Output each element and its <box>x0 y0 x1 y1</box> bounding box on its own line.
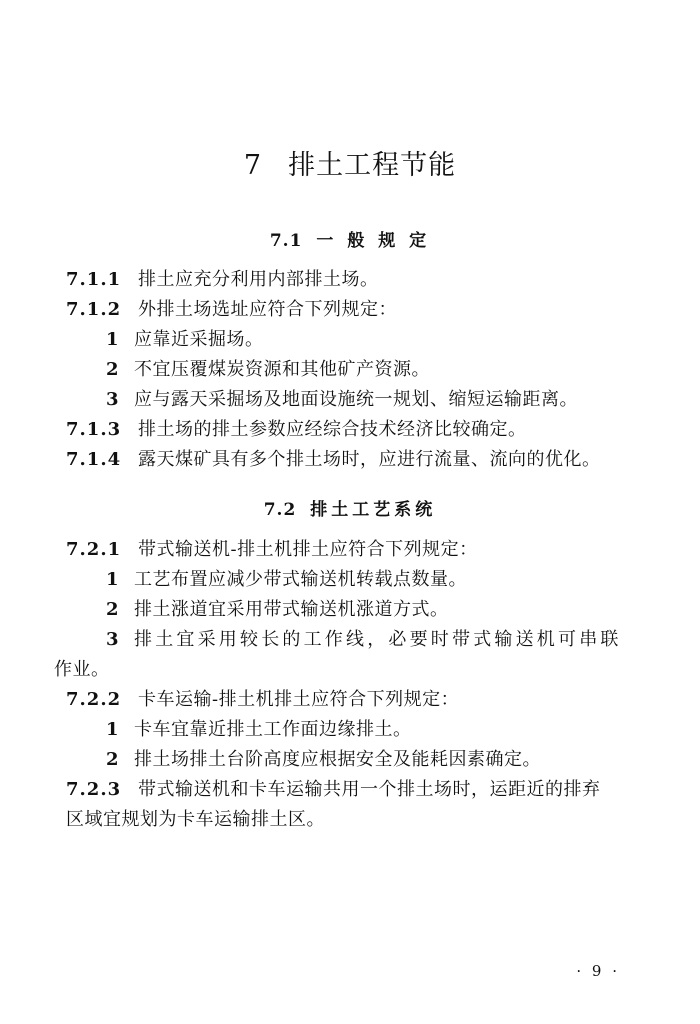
item-number: 3 <box>106 389 120 410</box>
clause-7-1-3 <box>66 418 527 442</box>
item-number: 1 <box>106 569 120 590</box>
clause-7-1-1 <box>66 268 379 292</box>
clause-number: 7.2.1 <box>66 539 122 560</box>
clause-7-1-2 <box>66 298 397 322</box>
clause-number: 7.1.1 <box>66 269 122 290</box>
item-text: 应与露天采掘场及地面设施统一规划、缩短运输距离。 <box>134 389 578 410</box>
clause-7-2-3-continued <box>66 808 325 832</box>
item-number: 1 <box>106 329 120 350</box>
item-7-2-1-1 <box>106 568 467 592</box>
section-number: 7.1 <box>269 231 303 251</box>
item-text: 卡车宜靠近排土工作面边缘排土。 <box>134 719 412 740</box>
item-text: 排土涨道宜采用带式输送机涨道方式。 <box>134 599 449 620</box>
item-7-2-2-1 <box>106 718 412 742</box>
item-7-2-1-2 <box>106 598 449 622</box>
clause-text: 露天煤矿具有多个排土场时，应进行流量、流向的优化。 <box>138 449 601 470</box>
clause-text: 带式输送机-排土机排土应符合下列规定： <box>138 539 478 560</box>
section-number: 7.2 <box>263 500 297 520</box>
item-7-2-2-2 <box>106 748 541 772</box>
clause-text: 排土应充分利用内部排土场。 <box>138 269 379 290</box>
item-text: 应靠近采掘场。 <box>134 329 264 350</box>
item-7-1-2-2 <box>106 358 430 382</box>
clause-number: 7.1.2 <box>66 299 122 320</box>
clause-7-2-3 <box>66 778 601 802</box>
item-number: 2 <box>106 359 120 380</box>
item-7-1-2-3 <box>106 388 578 412</box>
item-number: 2 <box>106 749 120 770</box>
section-name: 一 般 规 定 <box>316 231 431 251</box>
item-text: 排土场排土台阶高度应根据安全及能耗因素确定。 <box>134 749 541 770</box>
clause-number: 7.1.4 <box>66 449 122 470</box>
clause-7-2-2 <box>66 688 459 712</box>
clause-text: 区域宜规划为卡车运输排土区。 <box>66 809 325 830</box>
item-7-2-1-3 <box>106 628 622 652</box>
chapter-number: 7 <box>243 150 263 181</box>
item-text: 作业。 <box>54 659 110 680</box>
clause-number: 7.2.3 <box>66 779 122 800</box>
clause-text: 卡车运输-排土机排土应符合下列规定： <box>138 689 460 710</box>
item-text: 不宜压覆煤炭资源和其他矿产资源。 <box>134 359 430 380</box>
item-number: 3 <box>106 629 122 650</box>
clause-text: 外排土场选址应符合下列规定： <box>138 299 397 320</box>
item-7-1-2-1 <box>106 328 264 352</box>
item-number: 2 <box>106 599 120 620</box>
item-number: 1 <box>106 719 120 740</box>
clause-7-2-1 <box>66 538 478 562</box>
section-name: 排土工艺系统 <box>310 500 437 520</box>
clause-number: 7.2.2 <box>66 689 122 710</box>
item-7-2-1-3-continued <box>54 658 110 682</box>
chapter-title <box>0 143 700 182</box>
item-text: 工艺布置应减少带式输送机转载点数量。 <box>134 569 467 590</box>
clause-7-1-4 <box>66 448 601 472</box>
chapter-name: 排土工程节能 <box>288 150 457 181</box>
section-title-7-1 <box>0 226 700 251</box>
item-text: 排土宜采用较长的工作线，必要时带式输送机可串联 <box>134 629 622 650</box>
page-number: · 9 · <box>576 962 620 980</box>
clause-number: 7.1.3 <box>66 419 122 440</box>
section-title-7-2 <box>0 495 700 520</box>
clause-text: 带式输送机和卡车运输共用一个排土场时，运距近的排弃 <box>138 779 601 800</box>
clause-text: 排土场的排土参数应经综合技术经济比较确定。 <box>138 419 527 440</box>
